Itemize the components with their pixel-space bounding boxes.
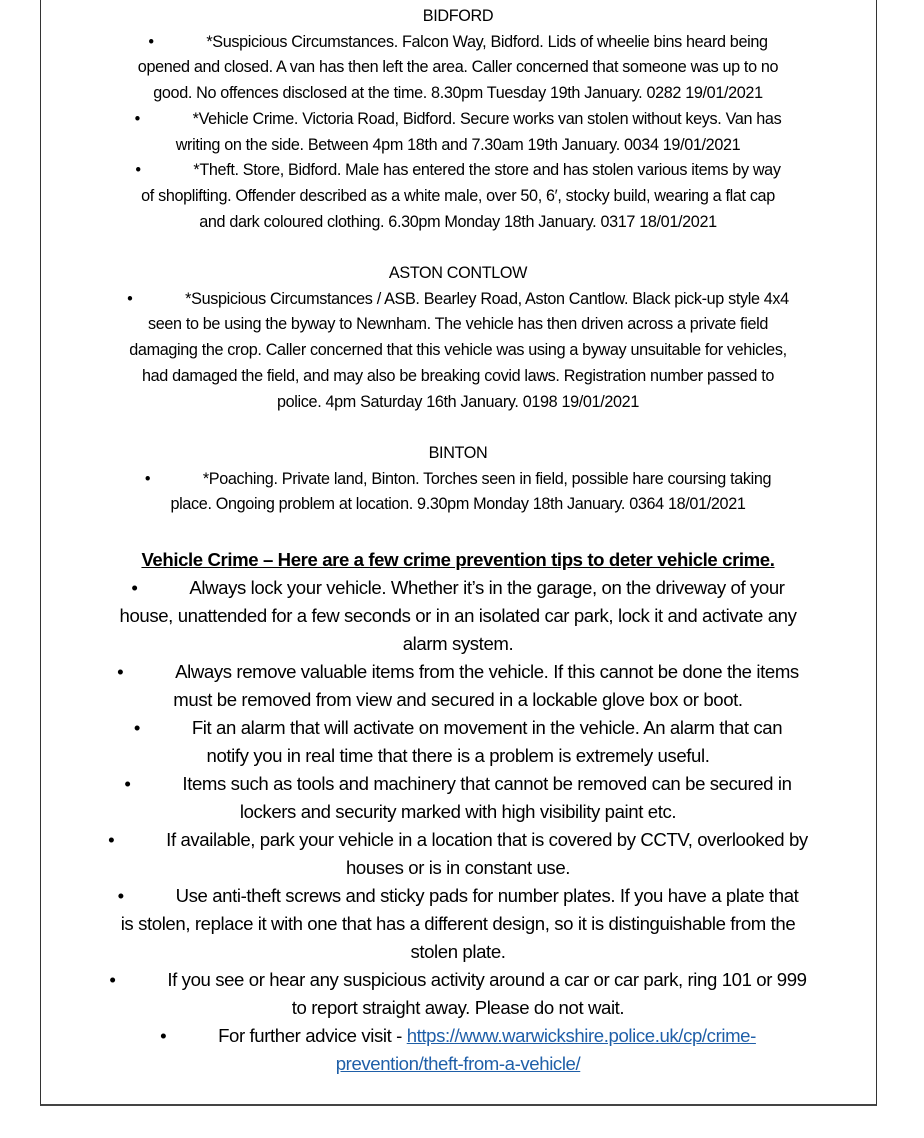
incident-line [40, 467, 876, 493]
incident-text: and dark coloured clothing. 6.30pm Monday 18th January. 0317 18/01/2021 [199, 212, 717, 231]
tips-list [40, 574, 876, 1022]
tip-text: is stolen, replace it with one that has a different design, so it is distinguishable from the [120, 913, 796, 935]
incident-line [40, 107, 876, 133]
bullet: • [160, 1025, 167, 1047]
tip-text: Items such as tools and machinery that cannot be removed can be secured in [182, 773, 792, 795]
incident-text: police. 4pm Saturday 16th January. 0198 19/01/2021 [277, 392, 639, 411]
tip-line [40, 798, 876, 826]
incident-text: place. Ongoing problem at location. 9.30pm Monday 18th January. 0364 18/01/2021 [170, 495, 746, 514]
tip-text: Use anti-theft screws and sticky pads for number plates. If you have a plate that [175, 885, 799, 907]
bullet: • [144, 469, 151, 488]
incident-text: opened and closed. A van has then left the area. Caller concerned that someone was up to no [137, 58, 779, 77]
tip-text: notify you in real time that there is a problem is extremely useful. [206, 745, 710, 767]
tip-line [40, 854, 876, 882]
tip-text: to report straight away. Please do not wait. [291, 997, 625, 1019]
bullet: • [127, 289, 133, 308]
tips-heading: Vehicle Crime – Here are a few crime prevention tips to deter vehicle crime. [141, 549, 775, 571]
incident-line [40, 390, 876, 416]
blank-line [40, 235, 876, 261]
incident-line [40, 338, 876, 364]
incident-text: *Theft. Store, Bidford. Male has entered the store and has stolen various items by way [193, 161, 781, 180]
incident-line [40, 210, 876, 236]
tip-line [40, 770, 876, 798]
incident-line [40, 81, 876, 107]
bullet: • [124, 773, 131, 795]
tip-text: must be removed from view and secured in a lockable glove box or boot. [173, 689, 743, 711]
incident-text: of shoplifting. Offender described as a white male, over 50, 6′, stocky build, wearing a flat cap [141, 186, 775, 205]
tip-line [40, 686, 876, 714]
area-heading: BIDFORD [422, 7, 494, 25]
tip-line [40, 994, 876, 1022]
tip-line [40, 966, 876, 994]
incident-line [40, 312, 876, 338]
incident-line [40, 55, 876, 81]
area-heading: BINTON [428, 443, 488, 462]
document-body [40, 4, 876, 1078]
tip-line [40, 826, 876, 854]
tip-text: lockers and security marked with high visibility paint etc. [239, 801, 677, 823]
incident-text: *Poaching. Private land, Binton. Torches seen in field, possible hare coursing taking [202, 469, 772, 488]
advice-link[interactable]: https://www.warwickshire.police.uk/cp/crime- [406, 1025, 756, 1047]
incident-text: good. No offences disclosed at the time. 8.30pm Tuesday 19th January. 0282 19/01/2021 [153, 84, 763, 103]
tip-line [40, 882, 876, 910]
bullet: • [117, 661, 124, 683]
incident-reports [40, 4, 876, 518]
tip-line [40, 742, 876, 770]
tip-text: alarm system. [402, 633, 514, 655]
tip-line [40, 714, 876, 742]
incident-text: writing on the side. Between 4pm 18th and 7.30am 19th January. 0034 19/01/2021 [175, 135, 741, 154]
tip-line [40, 574, 876, 602]
tip-text: If available, park your vehicle in a location that is covered by CCTV, overlooked by [166, 829, 808, 851]
bullet: • [134, 109, 140, 128]
incident-line [40, 30, 876, 56]
bullet: • [148, 32, 154, 51]
bullet: • [108, 829, 115, 851]
tip-text: Always lock your vehicle. Whether it’s in the garage, on the driveway of your [189, 577, 785, 599]
bullet: • [133, 717, 140, 739]
incident-line [40, 364, 876, 390]
incident-line [40, 184, 876, 210]
tip-text: If you see or hear any suspicious activity around a car or car park, ring 101 or 999 [167, 969, 807, 991]
incident-line [40, 133, 876, 159]
bullet: • [131, 577, 138, 599]
tip-text: houses or is in constant use. [345, 857, 571, 879]
tip-text: stolen plate. [410, 941, 506, 963]
incident-line [40, 287, 876, 313]
bullet: • [135, 161, 141, 180]
blank-line [40, 415, 876, 441]
tips-section [40, 546, 876, 1078]
incident-text: damaging the crop. Caller concerned that this vehicle was using a byway unsuitable for vehicles, [129, 341, 787, 360]
tip-text: Always remove valuable items from the vehicle. If this cannot be done the items [175, 661, 799, 683]
tip-line [40, 658, 876, 686]
tip-text: house, unattended for a few seconds or in an isolated car park, lock it and activate any [119, 605, 797, 627]
area-heading: ASTON CONTLOW [388, 264, 528, 283]
incident-text: had damaged the field, and may also be breaking covid laws. Registration number passed to [141, 366, 775, 385]
advice-line [40, 1022, 876, 1050]
incident-line [40, 492, 876, 518]
incident-text: *Vehicle Crime. Victoria Road, Bidford. Secure works van stolen without keys. Van has [192, 109, 782, 128]
incident-text: *Suspicious Circumstances. Falcon Way, Bidford. Lids of wheelie bins heard being [206, 32, 768, 51]
tip-line [40, 938, 876, 966]
tip-line [40, 630, 876, 658]
tip-line [40, 910, 876, 938]
tip-line [40, 602, 876, 630]
incident-text: seen to be using the byway to Newnham. The vehicle has then driven across a private field [147, 315, 769, 334]
advice-line-2 [40, 1050, 876, 1078]
bullet: • [117, 885, 124, 907]
tip-text: Fit an alarm that will activate on movement in the vehicle. An alarm that can [191, 717, 783, 739]
advice-link-cont[interactable]: prevention/theft-from-a-vehicle/ [335, 1053, 581, 1075]
advice-prefix: For further advice visit - [218, 1025, 407, 1047]
incident-line [40, 158, 876, 184]
bullet: • [109, 969, 116, 991]
incident-text: *Suspicious Circumstances / ASB. Bearley Road, Aston Cantlow. Black pick-up style 4x4 [185, 289, 789, 308]
